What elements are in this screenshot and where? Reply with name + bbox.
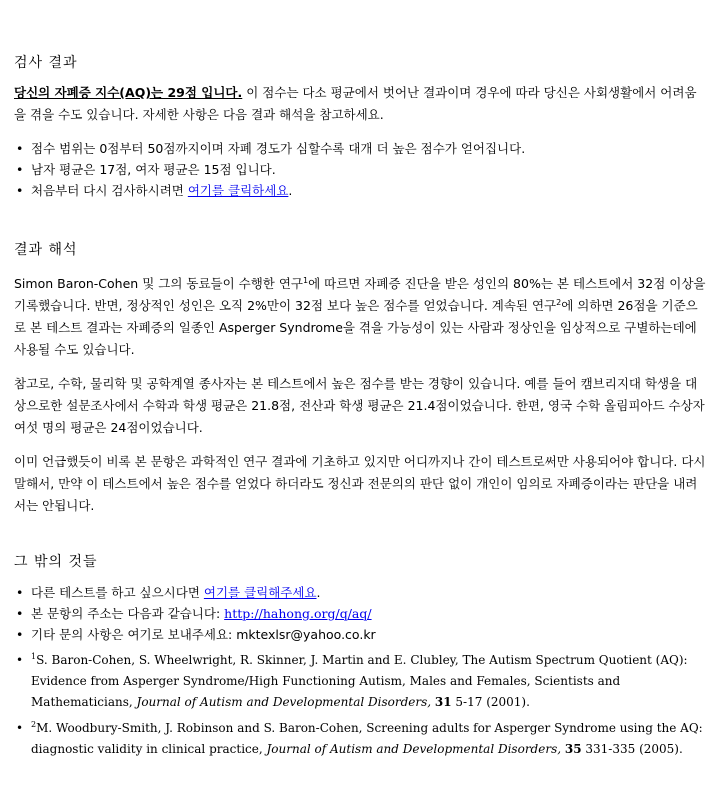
results-bullet-list: [14, 138, 708, 201]
list-item: • 점수 범위는 0점부터 50점까지이며 자폐 경도가 심할수록 대개 더 높은 점수가 얻어집니다.: [14, 138, 708, 159]
reference-1-pages: 5-17 (2001).: [451, 695, 530, 709]
reference-1-journal: Journal of Autism and Developmental Disorders,: [136, 695, 432, 709]
results-intro: [14, 82, 708, 126]
other-test-suffix: .: [316, 585, 321, 600]
reference-2-volume: 35: [564, 742, 582, 756]
interpretation-paragraph-1: [14, 273, 708, 361]
restart-text: 처음부터 다시 검사하시려면: [31, 183, 188, 198]
list-item: • 남자 평균은 17점, 여자 평균은 15점 입니다.: [14, 159, 708, 180]
interpretation-heading: 결과 해석: [14, 242, 78, 258]
reference-1: [14, 650, 708, 713]
p1-text-a: Simon Baron-Cohen 및 그의 동료들이 수행한 연구: [14, 276, 303, 291]
footnote-ref-2: 2: [556, 297, 562, 307]
address-link[interactable]: http://hahong.org/q/aq/: [224, 606, 372, 621]
list-item: [14, 180, 708, 201]
restart-link[interactable]: 여기를 클릭하세요: [187, 183, 289, 198]
list-item: • 기타 문의 사항은 여기로 보내주세요: mktexlsr@yahoo.co.kr: [14, 624, 708, 645]
reference-2-number: 2: [31, 720, 37, 729]
footnote-ref-1: 1: [303, 275, 309, 285]
address-text: 본 문항의 주소는 다음과 같습니다:: [31, 606, 225, 621]
reference-2-pages: 331-335 (2005).: [581, 742, 683, 756]
other-heading: 그 밖의 것들: [14, 554, 98, 570]
other-bullet-list: [14, 582, 708, 760]
reference-1-number: 1: [31, 652, 37, 661]
other-test-text: 다른 테스트를 하고 싶으시다면: [31, 585, 204, 600]
p1-text-b: 에 따르면 자폐증 진단을 받은 성인의 80%는 본 테스트에서 32점 이상을 기록했습니다. 반면, 정상적인 성인은 오직 2%만이 32점 보다 높은 점수를 얻었습니다. 계속된 연구: [14, 276, 706, 313]
list-item: [14, 582, 708, 603]
aq-score-sentence: 당신의 자폐증 지수(AQ)는 29점 입니다.: [14, 85, 243, 100]
interpretation-paragraph-3: 이미 언급했듯이 비록 본 문항은 과학적인 연구 결과에 기초하고 있지만 어디까지나 간이 테스트로써만 사용되어야 합니다. 다시 말해서, 만약 이 테스트에서 높은 점수를 얻었다 하더라도 정신과 전문의의 판단 없이 개인이 임의로 자폐증이라는 판단을 내려서는 안됩니다.: [14, 454, 706, 513]
results-heading: 검사 결과: [14, 55, 78, 71]
reference-1-volume: 31: [434, 695, 452, 709]
other-test-link[interactable]: 여기를 클릭해주세요: [203, 585, 317, 600]
reference-2: [14, 718, 708, 760]
reference-2-text: M. Woodbury-Smith, J. Robinson and S. Baron-Cohen, Screening adults for Asperger Syndrome using the AQ: diagnostic validity in clinical practice,: [31, 721, 703, 756]
p1-text-c: 에 의하면 26점을 기준으로 본 테스트 결과는 자폐증의 일종인 Asperger Syndrome을 겪을 가능성이 있는 사람과 정상인을 임상적으로 구별하는데에 사용될 수도 있습니다.: [14, 298, 698, 357]
interpretation-paragraph-2: 참고로, 수학, 물리학 및 공학계열 종사자는 본 테스트에서 높은 점수를 받는 경향이 있습니다. 예를 들어 캠브리지대 학생을 대상으로한 설문조사에서 수학과 학생 평균은 21.8점, 전산과 학생 평균은 21.4점이었습니다. 한편, 영국 수학 올림피아드 수상자 여섯 명의 평균은 24점이었습니다.: [14, 376, 705, 435]
list-item: [14, 603, 708, 624]
restart-suffix: .: [288, 183, 293, 198]
results-intro-text: 이 점수는 다소 평균에서 벗어난 결과이며 경우에 따라 당신은 사회생활에서 어려움을 겪을 수도 있습니다. 자세한 사항은 다음 결과 해석을 참고하세요.: [14, 85, 697, 122]
reference-1-text: S. Baron-Cohen, S. Wheelwright, R. Skinner, J. Martin and E. Clubley, The Autism Spectrum Quotient (AQ): Evidence from Asperger Syndrome/High Functioning Autism, Males and Females, Scientists and Mathematicians,: [31, 653, 688, 709]
reference-2-journal: Journal of Autism and Developmental Disorders,: [266, 742, 562, 756]
